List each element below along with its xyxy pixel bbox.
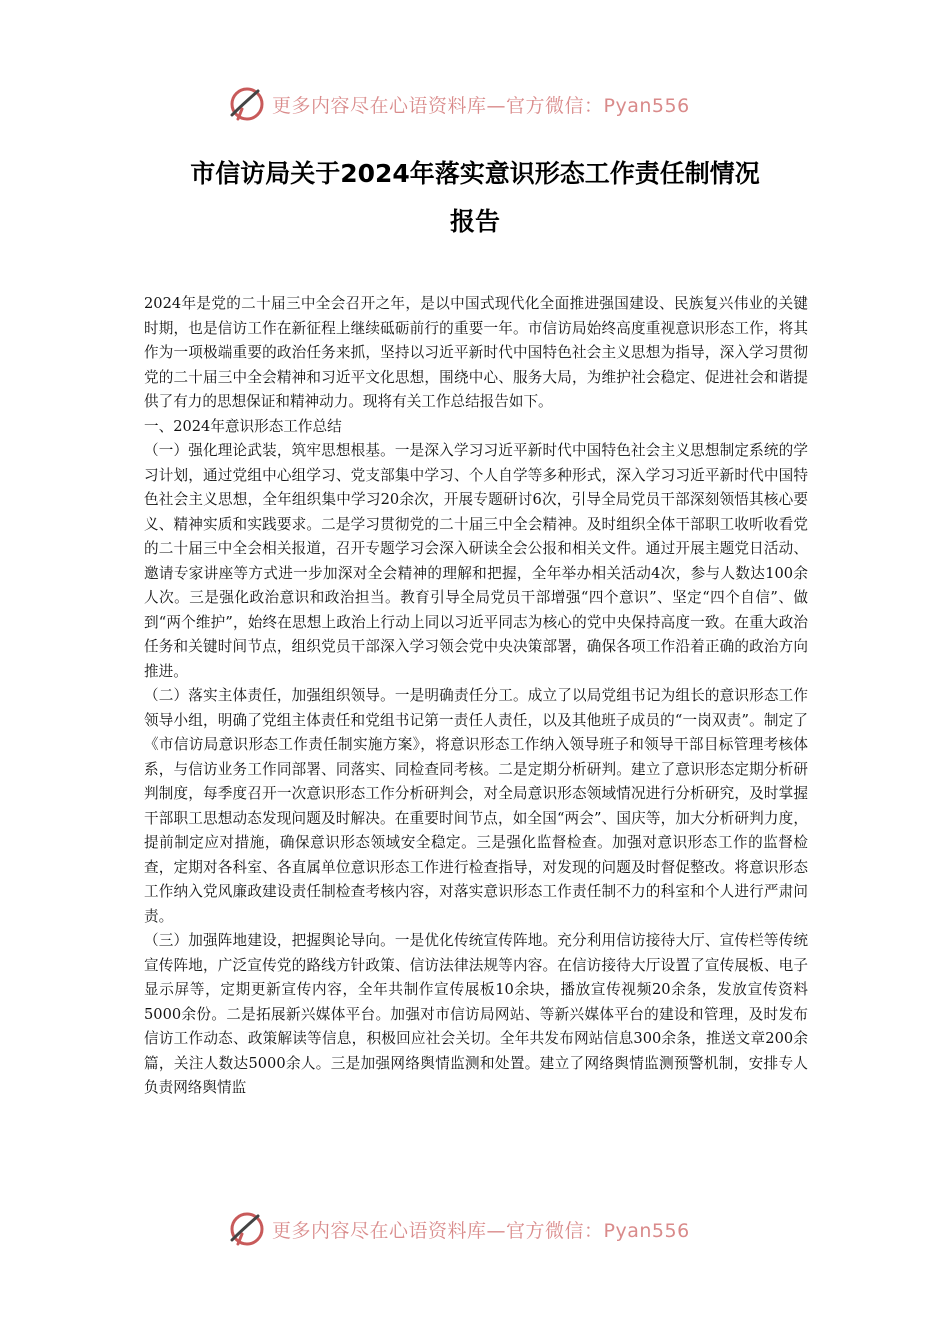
- paragraph-responsibility: （二）落实主体责任，加强组织领导。一是明确责任分工。成立了以局党组书记为组长的意识形态工作领导小组，明确了党组主体责任和党组书记第一责任人责任，以及其他班子成员的“一岗双责”。制定了《市信访局意识形态工作责任制实施方案》，将意识形态工作纳入领导班子和领导干部目标管理考核体系，与信访业务工作同部署、同落实、同检查同考核。二是定期分析研判。建立了意识形态定期分析研判制度，每季度召开一次意识形态工作分析研判会，对全局意识形态领域情况进行分析研究，及时掌握干部职工思想动态发现问题及时解决。在重要时间节点，如全国“两会”、国庆等，加大分析研判力度，提前制定应对措施，确保意识形态领域安全稳定。三是强化监督检查。加强对意识形态工作的监督检查，定期对各科室、各直属单位意识形态工作进行检查指导，对发现的问题及时督促整改。将意识形态工作纳入党风廉政建设责任制检查考核内容，对落实意识形态工作责任制不力的科室和个人进行严肃问责。: [144, 687, 808, 925]
- paragraph-theory: （一）强化理论武装，筑牢思想根基。一是深入学习习近平新时代中国特色社会主义思想制定系统的学习计划，通过党组中心组学习、党支部集中学习、个人自学等多种形式，深入学习习近平新时代中国特色社会主义思想，全年组织集中学习20余次，开展专题研讨6次，引导全局党员干部深刻领悟其核心要义、精神实质和实践要求。二是学习贯彻党的二十届三中全会精神。及时组织全体干部职工收听收看党的二十届三中全会相关报道，召开专题学习会深入研读全会公报和相关文件。通过开展主题党日活动、邀请专家讲座等方式进一步加深对全会精神的理解和把握，全年举办相关活动4次，参与人数达100余人次。三是强化政治意识和政治担当。教育引导全局党员干部增强“四个意识”、坚定“四个自信”、做到“两个维护”，始终在思想上政治上行动上同以习近平同志为核心的党中央保持高度一致。在重大政治任务和关键时间节点，组织党员干部深入学习领会党中央决策部署，确保各项工作沿着正确的政治方向推进。: [144, 442, 808, 680]
- section-heading: 一、2024年意识形态工作总结: [144, 417, 342, 435]
- title-line-1: 市信访局关于2024年落实意识形态工作责任制情况: [190, 159, 760, 188]
- watermark-banner-bottom: [228, 1209, 728, 1249]
- watermark-text: 更多内容尽在心语资料库—官方微信：Pyan556: [272, 94, 690, 117]
- brush-logo-icon: [228, 1210, 266, 1248]
- watermark-banner-top: [228, 84, 728, 124]
- watermark-text: 更多内容尽在心语资料库—官方微信：Pyan556: [272, 1219, 690, 1242]
- intro-paragraph: 2024年是党的二十届三中全会召开之年，是以中国式现代化全面推进强国建设、民族复兴伟业的关键时期，也是信访工作在新征程上继续砥砺前行的重要一年。市信访局始终高度重视意识形态工作，将其作为一项极端重要的政治任务来抓，坚持以习近平新时代中国特色社会主义思想为指导，深入学习贯彻党的二十届三中全会精神和习近平文化思想，围绕中心、服务大局，为维护社会稳定、促进社会和谐提供了有力的思想保证和精神动力。现将有关工作总结报告如下。: [144, 295, 808, 410]
- brush-logo-icon: [228, 85, 266, 123]
- paragraph-publicity: （三）加强阵地建设，把握舆论导向。一是优化传统宣传阵地。充分利用信访接待大厅、宣传栏等传统宣传阵地，广泛宣传党的路线方针政策、信访法律法规等内容。在信访接待大厅设置了宣传展板、电子显示屏等，定期更新宣传内容，全年共制作宣传展板10余块，播放宣传视频20余条，发放宣传资料5000余份。二是拓展新兴媒体平台。加强对市信访局网站、等新兴媒体平台的建设和管理，及时发布信访工作动态、政策解读等信息，积极回应社会关切。全年共发布网站信息300余条，推送文章200余篇，关注人数达5000余人。三是加强网络舆情监测和处置。建立了网络舆情监测预警机制，安排专人负责网络舆情监: [144, 932, 808, 1096]
- title-line-2: 报告: [449, 207, 500, 236]
- document-body: [144, 292, 808, 1101]
- document-title: [120, 150, 830, 246]
